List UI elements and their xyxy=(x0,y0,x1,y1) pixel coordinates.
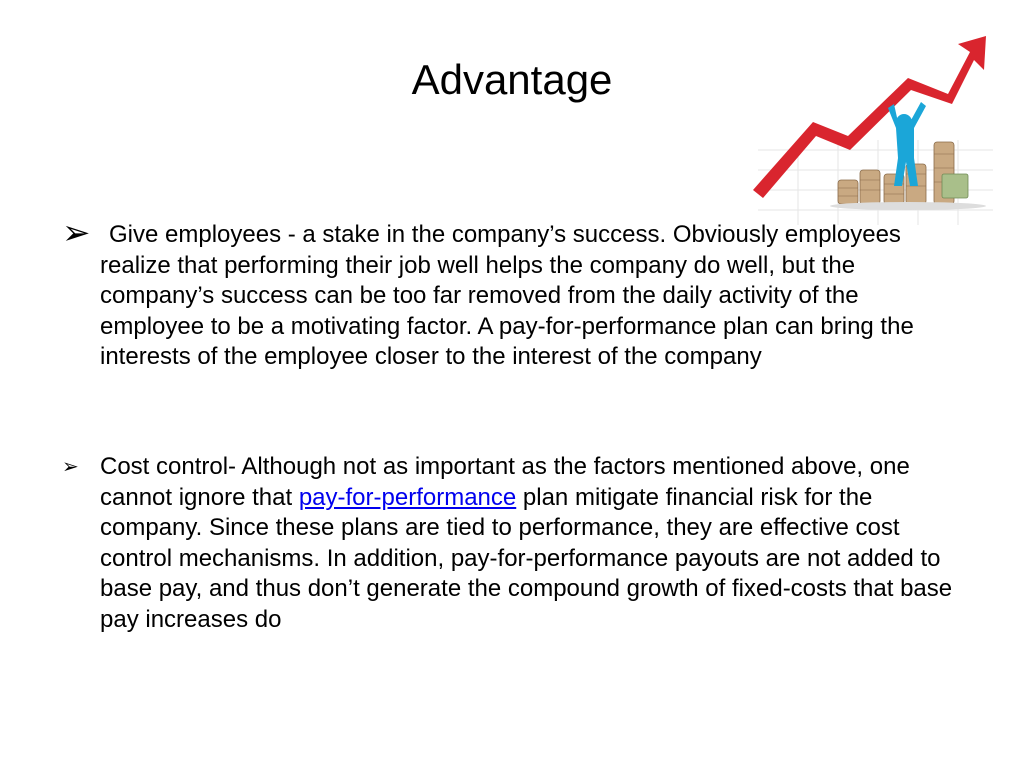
pay-for-performance-link[interactable]: pay-for-performance xyxy=(298,483,517,511)
bullet-1-text: Give employees - a stake in the company’s success. Obviously employees realize that performing their job well helps the company do well, but the company’s success can be too far removed from the daily activity of the employee to be a motivating factor. A pay-for-performance plan can bring the interests of the employee closer to the interest of the company xyxy=(100,221,914,370)
bullet-cost-control xyxy=(62,452,962,635)
bullet-employee-stake xyxy=(62,216,962,373)
bullet-text xyxy=(62,452,962,635)
growth-chart-illustration xyxy=(738,30,998,226)
bullet-arrow-icon: ➢ xyxy=(62,456,79,478)
bullet-2-text-before-link: Cost control- Although not as important as the factors mentioned above, one cannot ignore that xyxy=(100,453,910,511)
bullet-text xyxy=(62,216,962,373)
bullet-2-text-after-link: plan mitigate financial risk for the company. Since these plans are tied to performance, they are effective cost control mechanisms. In addition, pay-for-performance payouts are not added to base pay, and thus don’t generate the compound growth of fixed-costs that base pay increases do xyxy=(100,483,953,633)
bullet-arrow-icon: ➢ xyxy=(62,214,91,252)
slide-title: Advantage xyxy=(411,56,613,103)
